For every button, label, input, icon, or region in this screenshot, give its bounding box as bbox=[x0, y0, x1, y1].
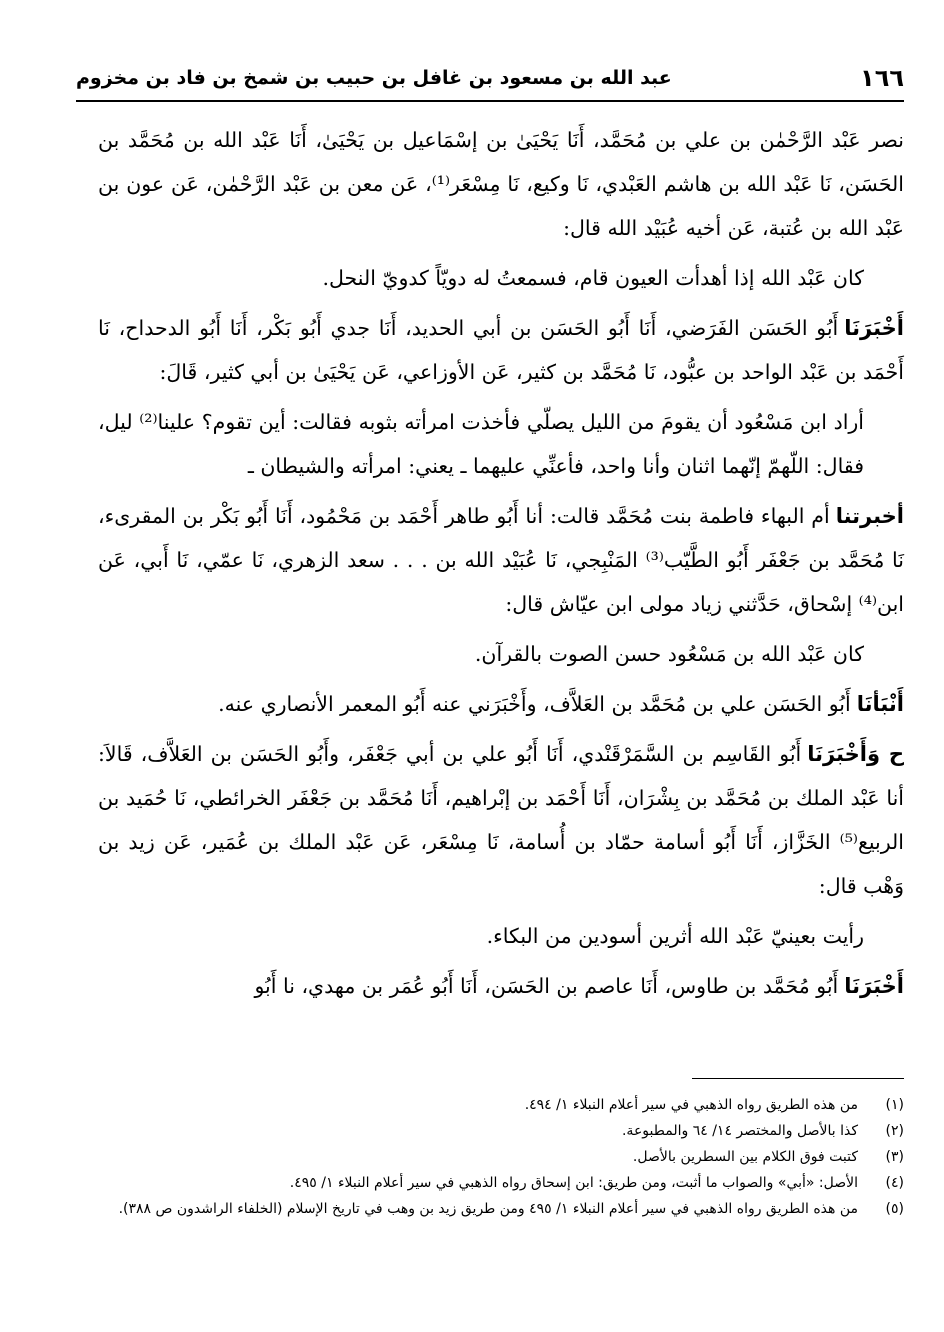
footnote bbox=[70, 1170, 904, 1196]
paragraph-text: كان عَبْد الله إذا أهدأت العيون قام، فسمعتُ له دويّاً كدويّ النحل. bbox=[322, 266, 864, 290]
main-text bbox=[98, 118, 904, 1014]
isnad-lead-word: أخبرتنا bbox=[835, 504, 904, 528]
paragraph bbox=[98, 118, 904, 250]
isnad-lead-word: أَنْبَأنَا bbox=[856, 692, 904, 716]
footnote-rule bbox=[692, 1078, 904, 1079]
quoted-paragraph bbox=[98, 400, 904, 488]
paragraph-text: أراد ابن مَسْعُود أن يقومَ من الليل يصلّي فأخذت امرأته بثوبه فقالت: أين تقوم؟ علينا⁽²⁾ ليل، فقال: اللّهمّ إنّهما اثنان وأنا واحد، فأعنِّي عليهما ـ يعني: امرأته والشيطان ـ bbox=[98, 410, 865, 478]
quoted-paragraph bbox=[98, 632, 904, 676]
paragraph bbox=[98, 682, 904, 726]
page-number: ١٦٦ bbox=[860, 64, 904, 92]
footnote bbox=[70, 1144, 904, 1170]
paragraph-text: كان عَبْد الله بن مَسْعُود حسن الصوت بالقرآن. bbox=[474, 642, 864, 666]
footnote-text: كتبت فوق الكلام بين السطرين بالأصل. bbox=[632, 1149, 858, 1165]
quoted-paragraph bbox=[98, 256, 904, 300]
header-rule bbox=[76, 100, 904, 102]
paragraph-text: رأيت بعينيّ عَبْد الله أثرين أسودين من البكاء. bbox=[486, 924, 864, 948]
isnad-lead-word: أَخْبَرَنَا bbox=[844, 316, 904, 340]
paragraph-text: أم البهاء فاطمة بنت مُحَمَّد قالت: أنا أَبُو طاهر أَحْمَد بن مَحْمُود، أَنَا أَبُو بَكْر بن المقرىء، نَا مُحَمَّد بن جَعْفَر أَبُو الطَّيّب⁽³⁾ المَنْبِجي، نَا عُبَيْد الله بن . . . سعد الزهري، نَا عمّي، نَا أَبي، عَن ابن⁽⁴⁾ إسْحاق، حَدَّثني زياد مولى ابن عيّاش قال: bbox=[98, 504, 904, 616]
footnote-number: (٤) bbox=[885, 1175, 904, 1191]
running-title: عبد الله بن مسعود بن غافل بن حبيب بن شمخ بن فاد بن مخزوم bbox=[76, 67, 672, 89]
footnote-number: (٢) bbox=[885, 1123, 904, 1139]
paragraph bbox=[98, 306, 904, 394]
footnote-text: الأصل: «أبي» والصواب ما أثبت، ومن طريق: ابن إسحاق رواه الذهبي في سير أعلام النبلاء ١/ ٤٩٥. bbox=[289, 1175, 858, 1191]
footnote bbox=[70, 1118, 904, 1144]
footnotes bbox=[70, 1092, 904, 1222]
paragraph-text: نصر عَبْد الرَّحْمٰن بن علي بن مُحَمَّد، أَنَا يَحْيَىٰ بن إسْمَاعيل بن يَحْيَىٰ، أَنَا عَبْد الله بن مُحَمَّد بن الحَسَن، نَا عَبْد الله بن هاشم العَبْدي، نَا وكيع، نَا مِسْعَر⁽¹⁾، عَن معن بن عَبْد الرَّحْمٰن، عَن عون بن عَبْد الله بن عُتبة، عَن أخيه عُبَيْد الله قال: bbox=[98, 128, 904, 240]
footnote-number: (٣) bbox=[885, 1149, 904, 1165]
quoted-paragraph bbox=[98, 914, 904, 958]
paragraph-text: أَبُو القَاسِم بن السَّمَرْقَنْدي، أَنَا أَبُو علي بن أبي جَعْفَر، وأَبُو الحَسَن بن العَلاَّف، قَالاَ: أنا عَبْد الملك بن مُحَمَّد بن بِشْرَان، أَنَا أَحْمَد بن إبْراهيم، أَنَا مُحَمَّد بن جَعْفَر الخرائطي، نَا حُمَيد بن الربيع⁽⁵⁾ الخَزَّاز، أَنَا أَبُو أسامة حمّاد بن أُسامة، نَا مِسْعَر، عَن عَبْد الملك بن عُمَير، عَن زيد بن وَهْب قال: bbox=[98, 742, 904, 898]
footnote-text: من هذه الطريق رواه الذهبي في سير أعلام النبلاء ١/ ٤٩٤. bbox=[524, 1097, 858, 1113]
paragraph-text: أَبُو مُحَمَّد بن طاوس، أَنَا عاصم بن الحَسَن، أَنَا أَبُو عُمَر بن مهدي، نا أَبُو bbox=[254, 974, 839, 998]
paragraph-text: أَبُو الحَسَن علي بن مُحَمَّد بن العَلاَّف، وأَخْبَرَني عنه أَبُو المعمر الأنصاري عنه. bbox=[218, 692, 851, 716]
footnote bbox=[70, 1196, 904, 1222]
footnote-text: من هذه الطريق رواه الذهبي في سير أعلام النبلاء ١/ ٤٩٥ ومن طريق زيد بن وهب في تاريخ الإسلام (الخلفاء الراشدون ص ٣٨٨). bbox=[118, 1201, 858, 1217]
isnad-lead-word: ح وَأَخْبَرَنَا bbox=[807, 742, 904, 766]
paragraph bbox=[98, 494, 904, 626]
footnote-number: (١) bbox=[885, 1097, 904, 1113]
footnote-text: كذا بالأصل والمختصر ١٤/ ٦٤ والمطبوعة. bbox=[621, 1123, 858, 1139]
paragraph-text: أَبُو الحَسَن الفَرَضي، أَنَا أَبُو الحَسَن بن أبي الحديد، أَنَا جدي أَبُو بَكْر، أَنَا أَبُو الدحداح، نَا أَحْمَد بن عَبْد الواحد بن عبُّود، نَا مُحَمَّد بن كثير، عَن الأوزاعي، عَن يَحْيَىٰ بن أبي كثير، قَالَ: bbox=[98, 316, 904, 384]
footnote-number: (٥) bbox=[885, 1201, 904, 1217]
footnote bbox=[70, 1092, 904, 1118]
paragraph bbox=[98, 732, 904, 908]
page-header bbox=[76, 58, 904, 98]
isnad-lead-word: أَخْبَرَنَا bbox=[844, 974, 904, 998]
paragraph bbox=[98, 964, 904, 1008]
